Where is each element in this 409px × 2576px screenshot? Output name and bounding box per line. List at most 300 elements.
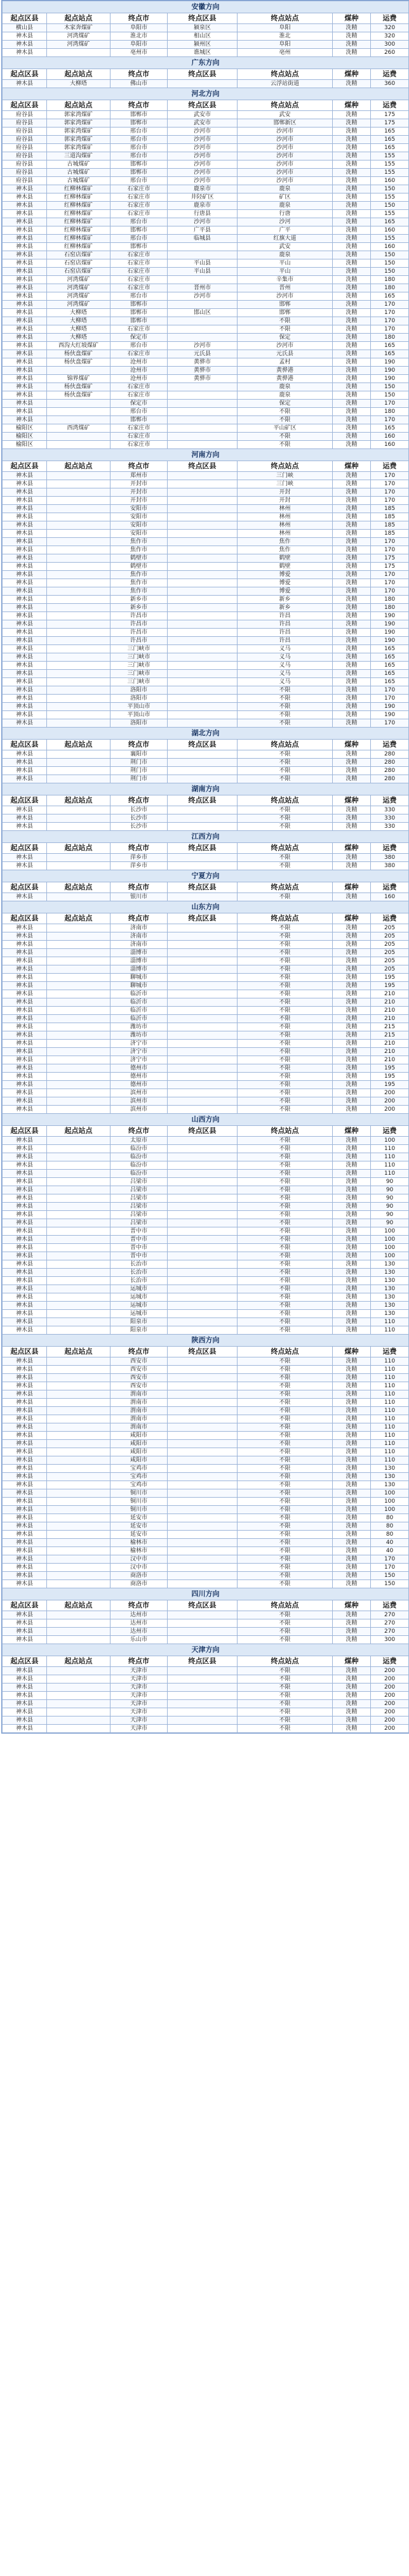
table-row: [3, 1203, 409, 1211]
cell-origin-county: 神木县: [3, 251, 47, 259]
cell-freight: 205: [371, 932, 409, 941]
cell-origin-station: 河湾煤矿: [47, 32, 111, 41]
cell-coal-type: 洗精: [333, 152, 371, 160]
cell-dest-county: 黄骅市: [168, 375, 238, 383]
cell-freight: 170: [371, 571, 409, 579]
cell-dest-city: 淮北市: [111, 32, 168, 41]
cell-dest-city: 延安市: [111, 1522, 168, 1531]
cell-origin-county: 神木县: [3, 932, 47, 941]
cell-origin-county: 神木县: [3, 703, 47, 711]
cell-dest-county: [168, 1031, 238, 1040]
section-title: 江西方向: [3, 831, 409, 843]
cell-origin-county: 神木县: [3, 284, 47, 292]
cell-freight: 100: [371, 1244, 409, 1252]
cell-dest-station: 义马: [238, 678, 333, 686]
cell-freight: 190: [371, 703, 409, 711]
cell-origin-county: 神木县: [3, 334, 47, 342]
cell-dest-county: [168, 1048, 238, 1056]
cell-freight: 170: [371, 309, 409, 317]
cell-dest-city: 济宁市: [111, 1040, 168, 1048]
cell-origin-station: [47, 949, 111, 957]
cell-origin-county: 神木县: [3, 513, 47, 521]
cell-dest-county: [168, 1440, 238, 1448]
cell-coal-type: 洗精: [333, 538, 371, 546]
table-row: [3, 243, 409, 251]
cell-coal-type: 洗精: [333, 1106, 371, 1114]
cell-coal-type: 洗精: [333, 662, 371, 670]
cell-freight: 150: [371, 391, 409, 400]
cell-dest-station: 不限: [238, 1244, 333, 1252]
table-row: [3, 1031, 409, 1040]
cell-origin-station: [47, 505, 111, 513]
table-row: [3, 210, 409, 218]
section-title: 湖北方向: [3, 728, 409, 740]
cell-freight: 170: [371, 546, 409, 554]
cell-coal-type: 洗精: [333, 309, 371, 317]
table-row: [3, 629, 409, 637]
cell-coal-type: 洗精: [333, 1153, 371, 1161]
cell-coal-type: 洗精: [333, 1161, 371, 1170]
section-title-row: [3, 783, 409, 795]
cell-dest-city: 德州市: [111, 1073, 168, 1081]
cell-dest-station: 不限: [238, 1056, 333, 1064]
cell-coal-type: 洗精: [333, 711, 371, 719]
cell-origin-county: 神木县: [3, 941, 47, 949]
cell-dest-station: 不限: [238, 1407, 333, 1415]
cell-dest-city: 新乡市: [111, 596, 168, 604]
cell-dest-city: 邯郸市: [111, 160, 168, 169]
cell-coal-type: 洗精: [333, 703, 371, 711]
table-row: [3, 1236, 409, 1244]
cell-dest-city: 邯郸市: [111, 119, 168, 127]
table-row: [3, 1374, 409, 1382]
cell-dest-city: 铜川市: [111, 1506, 168, 1514]
cell-dest-county: [168, 1023, 238, 1031]
cell-dest-city: 临汾市: [111, 1153, 168, 1161]
table-row: [3, 1432, 409, 1440]
cell-coal-type: 洗精: [333, 325, 371, 334]
cell-origin-station: [47, 1326, 111, 1335]
cell-dest-county: [168, 1007, 238, 1015]
cell-coal-type: 洗精: [333, 1310, 371, 1318]
cell-origin-county: 神木县: [3, 653, 47, 662]
cell-coal-type: 洗精: [333, 1700, 371, 1708]
cell-origin-station: [47, 488, 111, 497]
cell-dest-city: 平顶山市: [111, 703, 168, 711]
cell-origin-county: 神木县: [3, 1186, 47, 1194]
cell-freight: 200: [371, 1106, 409, 1114]
table-row: [3, 1611, 409, 1619]
cell-origin-county: 神木县: [3, 1506, 47, 1514]
cell-coal-type: 洗精: [333, 1692, 371, 1700]
cell-origin-station: 郭家湾煤矿: [47, 127, 111, 136]
cell-dest-county: [168, 1506, 238, 1514]
cell-dest-station: 不限: [238, 1203, 333, 1211]
cell-origin-station: [47, 1211, 111, 1219]
cell-origin-station: [47, 587, 111, 596]
cell-dest-station: 博爱: [238, 579, 333, 587]
cell-origin-station: [47, 1572, 111, 1580]
cell-dest-city: 许昌市: [111, 620, 168, 629]
cell-coal-type: 洗精: [333, 1357, 371, 1366]
cell-dest-station: 不限: [238, 1374, 333, 1382]
cell-coal-type: 洗精: [333, 1636, 371, 1644]
cell-origin-station: [47, 1390, 111, 1399]
header-dest-city: 终点市: [111, 1656, 168, 1667]
cell-dest-city: 咸阳市: [111, 1440, 168, 1448]
cell-origin-station: [47, 1684, 111, 1692]
section-title-row: [3, 449, 409, 461]
header-coal-type: 煤种: [333, 843, 371, 854]
cell-freight: 200: [371, 1097, 409, 1106]
cell-origin-county: 神木县: [3, 1374, 47, 1382]
cell-dest-county: [168, 775, 238, 783]
cell-freight: 165: [371, 127, 409, 136]
cell-dest-city: 天津市: [111, 1725, 168, 1733]
cell-freight: 110: [371, 1318, 409, 1326]
cell-dest-city: 咸阳市: [111, 1432, 168, 1440]
cell-dest-station: 不限: [238, 719, 333, 728]
header-dest-station: 终点站点: [238, 1126, 333, 1137]
cell-coal-type: 洗精: [333, 210, 371, 218]
cell-dest-station: 不限: [238, 711, 333, 719]
cell-dest-city: 滨州市: [111, 1089, 168, 1097]
cell-dest-county: [168, 1161, 238, 1170]
cell-dest-city: 长沙市: [111, 806, 168, 814]
cell-coal-type: 洗精: [333, 1473, 371, 1481]
cell-dest-station: 鹿泉: [238, 185, 333, 193]
cell-origin-station: [47, 530, 111, 538]
cell-dest-county: [168, 653, 238, 662]
cell-origin-county: 神木县: [3, 488, 47, 497]
cell-freight: 210: [371, 990, 409, 998]
cell-origin-station: [47, 441, 111, 449]
cell-origin-station: [47, 1407, 111, 1415]
cell-dest-county: 井陉矿区: [168, 193, 238, 202]
cell-origin-county: 神木县: [3, 1580, 47, 1588]
cell-freight: 210: [371, 1040, 409, 1048]
cell-dest-station: 沙河市: [238, 127, 333, 136]
cell-dest-station: 不限: [238, 1145, 333, 1153]
cell-origin-station: [47, 521, 111, 530]
cell-freight: 165: [371, 424, 409, 433]
cell-origin-station: [47, 629, 111, 637]
cell-origin-station: [47, 862, 111, 870]
cell-origin-station: [47, 823, 111, 831]
cell-coal-type: 洗精: [333, 268, 371, 276]
cell-dest-city: 临沂市: [111, 998, 168, 1007]
cell-coal-type: 洗精: [333, 767, 371, 775]
cell-coal-type: 洗精: [333, 284, 371, 292]
cell-dest-station: 鹤壁: [238, 554, 333, 563]
cell-dest-station: 阜阳: [238, 24, 333, 32]
cell-origin-county: 神木县: [3, 662, 47, 670]
header-origin-station: 起点站点: [47, 882, 111, 893]
cell-origin-county: 神木县: [3, 1073, 47, 1081]
cell-origin-county: 神木县: [3, 823, 47, 831]
cell-dest-station: 不限: [238, 1106, 333, 1114]
table-row: [3, 759, 409, 767]
cell-dest-county: [168, 1285, 238, 1293]
cell-freight: 110: [371, 1170, 409, 1178]
cell-origin-county: 府谷县: [3, 169, 47, 177]
cell-origin-county: 神木县: [3, 949, 47, 957]
cell-origin-county: 府谷县: [3, 127, 47, 136]
cell-origin-station: 古城煤矿: [47, 177, 111, 185]
cell-dest-county: 武安市: [168, 111, 238, 119]
cell-dest-station: 亳州: [238, 49, 333, 57]
cell-dest-station: 不限: [238, 1456, 333, 1465]
cell-origin-station: [47, 1227, 111, 1236]
cell-dest-county: [168, 1056, 238, 1064]
table-row: [3, 932, 409, 941]
cell-dest-city: 邯郸市: [111, 317, 168, 325]
cell-origin-station: 郭家湾煤矿: [47, 119, 111, 127]
cell-coal-type: 洗精: [333, 400, 371, 408]
table-row: [3, 1531, 409, 1539]
cell-dest-city: 亳州市: [111, 49, 168, 57]
table-row: [3, 284, 409, 292]
cell-dest-county: [168, 645, 238, 653]
cell-dest-city: 晋中市: [111, 1236, 168, 1244]
cell-origin-county: 府谷县: [3, 177, 47, 185]
cell-origin-station: [47, 579, 111, 587]
cell-freight: 320: [371, 24, 409, 32]
cell-dest-city: 天津市: [111, 1716, 168, 1725]
table-row: [3, 1285, 409, 1293]
cell-coal-type: 洗精: [333, 1302, 371, 1310]
cell-coal-type: 洗精: [333, 596, 371, 604]
cell-dest-county: [168, 1269, 238, 1277]
cell-origin-station: [47, 1465, 111, 1473]
cell-origin-station: 杨伙盘煤矿: [47, 391, 111, 400]
cell-dest-station: 不限: [238, 1465, 333, 1473]
cell-dest-station: 不限: [238, 893, 333, 901]
cell-freight: 90: [371, 1186, 409, 1194]
cell-dest-city: 榆林市: [111, 1539, 168, 1547]
cell-origin-station: 河湾煤矿: [47, 284, 111, 292]
cell-origin-station: [47, 1366, 111, 1374]
table-row: [3, 350, 409, 358]
header-coal-type: 煤种: [333, 1126, 371, 1137]
cell-origin-county: 神木县: [3, 563, 47, 571]
table-row: [3, 1318, 409, 1326]
cell-freight: 170: [371, 719, 409, 728]
cell-origin-station: [47, 775, 111, 783]
cell-dest-station: 黄骅港: [238, 367, 333, 375]
cell-origin-station: [47, 400, 111, 408]
cell-origin-station: [47, 1064, 111, 1073]
cell-origin-county: 神木县: [3, 612, 47, 620]
cell-coal-type: 洗精: [333, 1293, 371, 1302]
cell-origin-county: 神木县: [3, 645, 47, 653]
cell-dest-station: 不限: [238, 949, 333, 957]
cell-origin-station: [47, 1203, 111, 1211]
cell-origin-county: 神木县: [3, 695, 47, 703]
cell-coal-type: 洗精: [333, 169, 371, 177]
cell-coal-type: 洗精: [333, 587, 371, 596]
cell-freight: 170: [371, 686, 409, 695]
cell-coal-type: 洗精: [333, 1675, 371, 1684]
cell-dest-county: [168, 1399, 238, 1407]
cell-dest-county: [168, 1219, 238, 1227]
cell-freight: 200: [371, 1692, 409, 1700]
cell-origin-station: [47, 1357, 111, 1366]
header-freight: 运费: [371, 882, 409, 893]
cell-dest-county: [168, 1244, 238, 1252]
cell-coal-type: 洗精: [333, 1725, 371, 1733]
cell-dest-county: 谯城区: [168, 49, 238, 57]
table-row: [3, 1326, 409, 1335]
cell-dest-city: 石家庄市: [111, 391, 168, 400]
cell-origin-county: 神木县: [3, 301, 47, 309]
cell-coal-type: 洗精: [333, 408, 371, 416]
cell-origin-county: 神木县: [3, 1619, 47, 1628]
cell-origin-station: [47, 1073, 111, 1081]
cell-origin-county: 神木县: [3, 814, 47, 823]
cell-freight: 155: [371, 169, 409, 177]
cell-origin-station: [47, 1539, 111, 1547]
cell-dest-county: [168, 1277, 238, 1285]
cell-freight: 80: [371, 1522, 409, 1531]
header-dest-county: 终点区县: [168, 795, 238, 806]
cell-origin-county: 神木县: [3, 1277, 47, 1285]
cell-freight: 155: [371, 235, 409, 243]
cell-dest-county: [168, 1390, 238, 1399]
cell-dest-county: [168, 505, 238, 513]
cell-dest-station: 不限: [238, 1023, 333, 1031]
cell-origin-county: 神木县: [3, 806, 47, 814]
cell-origin-station: [47, 1564, 111, 1572]
cell-origin-station: [47, 703, 111, 711]
cell-dest-county: 沙河市: [168, 169, 238, 177]
cell-dest-city: 晋中市: [111, 1227, 168, 1236]
table-row: [3, 653, 409, 662]
cell-freight: 165: [371, 218, 409, 226]
table-row: [3, 32, 409, 41]
cell-dest-station: 武安: [238, 111, 333, 119]
cell-dest-station: 邯郸: [238, 309, 333, 317]
cell-origin-station: [47, 1399, 111, 1407]
cell-dest-station: 沙河市: [238, 136, 333, 144]
cell-dest-county: 相山区: [168, 32, 238, 41]
cell-dest-station: 义马: [238, 670, 333, 678]
table-row: [3, 1564, 409, 1572]
header-dest-city: 终点市: [111, 1126, 168, 1137]
cell-freight: 200: [371, 1700, 409, 1708]
cell-freight: 190: [371, 375, 409, 383]
cell-dest-county: [168, 546, 238, 554]
cell-dest-county: [168, 1473, 238, 1481]
cell-dest-county: [168, 893, 238, 901]
header-dest-county: 终点区县: [168, 1600, 238, 1611]
cell-dest-station: 不限: [238, 416, 333, 424]
cell-freight: 40: [371, 1547, 409, 1555]
cell-freight: 170: [371, 1555, 409, 1564]
cell-dest-county: 沙河市: [168, 218, 238, 226]
cell-origin-county: 神木县: [3, 1357, 47, 1366]
cell-dest-county: 沙河市: [168, 160, 238, 169]
cell-coal-type: 洗精: [333, 1073, 371, 1081]
table-row: [3, 645, 409, 653]
cell-coal-type: 洗精: [333, 497, 371, 505]
table-row: [3, 259, 409, 268]
cell-coal-type: 洗精: [333, 957, 371, 965]
cell-origin-station: 西沟大红坡煤矿: [47, 342, 111, 350]
cell-freight: 130: [371, 1293, 409, 1302]
cell-dest-station: 鹿泉: [238, 202, 333, 210]
cell-origin-county: 神木县: [3, 1399, 47, 1407]
header-coal-type: 煤种: [333, 1347, 371, 1357]
cell-origin-station: [47, 1023, 111, 1031]
cell-origin-county: 神木县: [3, 1285, 47, 1293]
cell-dest-city: 安阳市: [111, 513, 168, 521]
table-row: [3, 1048, 409, 1056]
cell-freight: 190: [371, 367, 409, 375]
cell-coal-type: 洗精: [333, 276, 371, 284]
cell-freight: 100: [371, 1137, 409, 1145]
cell-dest-station: 不限: [238, 1302, 333, 1310]
cell-dest-county: [168, 480, 238, 488]
cell-origin-county: 神木县: [3, 530, 47, 538]
cell-origin-county: 神木县: [3, 719, 47, 728]
cell-dest-station: 不限: [238, 317, 333, 325]
table-row: [3, 1407, 409, 1415]
cell-dest-city: 济南市: [111, 932, 168, 941]
table-row: [3, 1089, 409, 1097]
cell-dest-station: 元氏县: [238, 350, 333, 358]
cell-coal-type: 洗精: [333, 1048, 371, 1056]
cell-dest-station: 焦作: [238, 538, 333, 546]
cell-freight: 110: [371, 1407, 409, 1415]
cell-dest-city: 石家庄市: [111, 424, 168, 433]
cell-dest-city: 郑州市: [111, 472, 168, 480]
cell-dest-county: [168, 982, 238, 990]
cell-origin-station: [47, 1285, 111, 1293]
cell-freight: 130: [371, 1302, 409, 1310]
header-origin-station: 起点站点: [47, 1126, 111, 1137]
cell-origin-station: [47, 1531, 111, 1539]
cell-freight: 160: [371, 441, 409, 449]
cell-dest-station: 三门峡: [238, 472, 333, 480]
cell-dest-county: [168, 670, 238, 678]
cell-dest-county: [168, 990, 238, 998]
cell-origin-county: 神木县: [3, 1611, 47, 1619]
cell-freight: 180: [371, 596, 409, 604]
cell-dest-county: 沙河市: [168, 342, 238, 350]
header-coal-type: 煤种: [333, 100, 371, 111]
cell-origin-county: 神木县: [3, 1170, 47, 1178]
cell-coal-type: 洗精: [333, 1244, 371, 1252]
table-row: [3, 854, 409, 862]
cell-coal-type: 洗精: [333, 375, 371, 383]
cell-freight: 130: [371, 1260, 409, 1269]
cell-origin-county: 神木县: [3, 711, 47, 719]
cell-dest-station: 不限: [238, 1137, 333, 1145]
cell-dest-city: 开封市: [111, 480, 168, 488]
cell-dest-station: 不限: [238, 1007, 333, 1015]
cell-coal-type: 洗精: [333, 1432, 371, 1440]
table-row: [3, 695, 409, 703]
cell-freight: 150: [371, 202, 409, 210]
cell-origin-county: 神木县: [3, 1302, 47, 1310]
cell-freight: 100: [371, 1227, 409, 1236]
cell-origin-station: [47, 546, 111, 554]
cell-origin-station: 大柳塔: [47, 317, 111, 325]
cell-dest-station: 不限: [238, 1293, 333, 1302]
cell-dest-city: 临汾市: [111, 1170, 168, 1178]
header-freight: 运费: [371, 1347, 409, 1357]
